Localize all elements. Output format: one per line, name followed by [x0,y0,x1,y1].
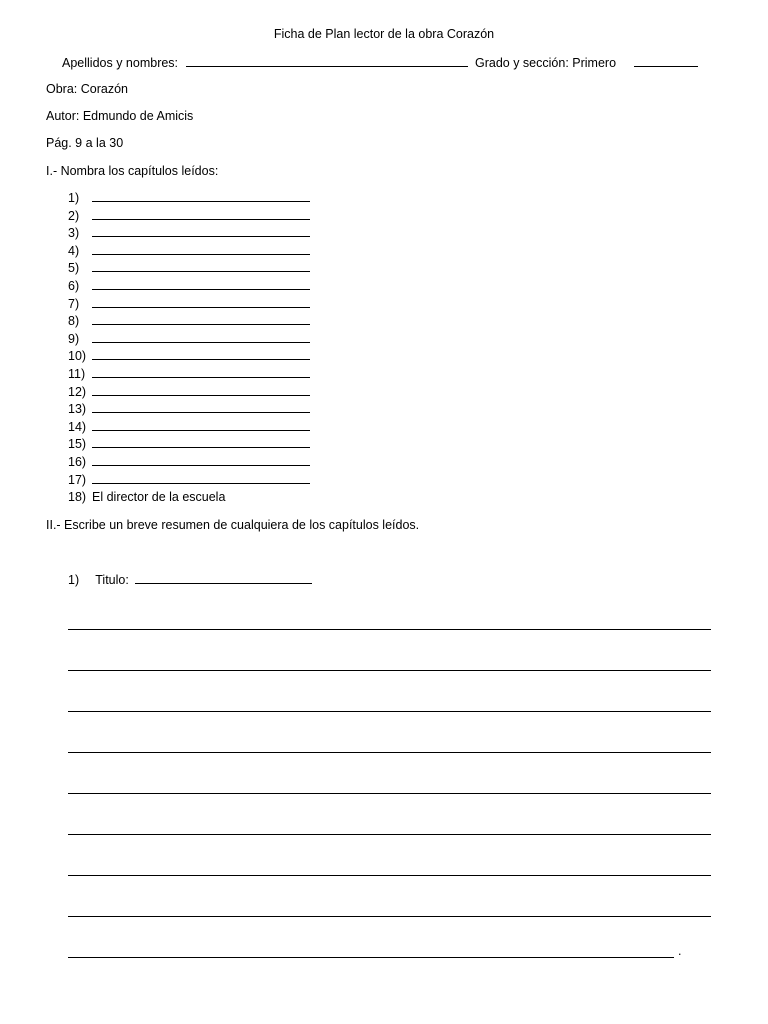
chapter-field[interactable] [92,436,310,448]
chapter-field[interactable] [92,348,310,360]
chapter-number: 7) [68,296,80,311]
chapter-list [68,190,310,507]
chapter-item [68,190,310,208]
header-row [62,54,698,71]
chapter-number: 15) [68,437,87,452]
autor-line: Autor: Edmundo de Amicis [46,109,194,123]
chapter-number: 13) [68,402,87,417]
chapter-field[interactable] [92,419,310,431]
chapter-item [68,436,310,454]
summary-line[interactable] [68,752,711,753]
chapter-number: 3) [68,226,80,241]
document-title: Ficha de Plan lector de la obra Corazón [273,27,495,41]
chapter-item [68,208,310,226]
summary-line-last[interactable] [68,957,674,958]
chapter-item [68,313,310,331]
chapter-item [68,366,310,384]
summary-title-label: Titulo: [95,573,129,587]
chapter-item [68,489,310,507]
chapter-item [68,384,310,402]
summary-line[interactable] [68,875,711,876]
chapter-field[interactable] [92,331,310,343]
chapter-item [68,278,310,296]
summary-line[interactable] [68,793,711,794]
name-field[interactable] [186,54,468,67]
chapter-number: 17) [68,472,87,487]
summary-line[interactable] [68,711,711,712]
chapter-number: 5) [68,261,80,276]
chapter-filled-text: El director de la escuela [92,490,226,505]
chapter-item [68,296,310,314]
summary-line[interactable] [68,834,711,835]
chapter-item [68,260,310,278]
chapter-number: 10) [68,349,87,364]
chapter-item [68,472,310,490]
summary-title-number: 1) [68,573,80,587]
chapter-field[interactable] [92,296,310,308]
chapter-field[interactable] [92,366,310,378]
chapter-number: 6) [68,278,80,293]
chapter-field[interactable] [92,208,310,220]
chapter-number: 9) [68,331,80,346]
chapter-field[interactable] [92,278,310,290]
chapter-field[interactable] [92,313,310,325]
chapter-number: 2) [68,208,80,223]
chapter-field[interactable] [92,454,310,466]
chapter-item [68,348,310,366]
chapter-item [68,419,310,437]
grade-field[interactable] [634,54,698,67]
name-label: Apellidos y nombres: [62,56,179,70]
final-period: . [678,944,682,958]
summary-title-field[interactable] [135,571,312,584]
summary-line[interactable] [68,916,711,917]
grade-label: Grado y sección: Primero [475,56,617,70]
section2-heading: II.- Escribe un breve resumen de cualquiera de los capítulos leídos. [46,518,420,532]
pages-line: Pág. 9 a la 30 [46,136,124,150]
chapter-number: 11) [68,366,86,381]
chapter-field[interactable] [92,384,310,396]
chapter-item [68,225,310,243]
chapter-item [68,243,310,261]
chapter-item [68,401,310,419]
summary-line[interactable] [68,670,711,671]
chapter-item [68,454,310,472]
chapter-field[interactable] [92,225,310,237]
summary-title-row [68,571,312,588]
chapter-number: 1) [68,191,80,205]
chapter-item [68,331,310,349]
chapter-field[interactable] [92,190,310,202]
chapter-number: 14) [68,419,87,434]
chapter-field[interactable] [92,401,310,413]
chapter-number: 4) [68,243,80,258]
chapter-number: 16) [68,454,87,469]
chapter-number: 18) [68,490,87,505]
chapter-field[interactable] [92,243,310,255]
chapter-field[interactable] [92,260,310,272]
chapter-field[interactable] [92,472,310,484]
obra-line: Obra: Corazón [46,82,128,96]
summary-line[interactable] [68,629,711,630]
chapter-number: 8) [68,314,80,329]
section1-heading: I.- Nombra los capítulos leídos: [46,164,219,178]
chapter-number: 12) [68,384,87,399]
